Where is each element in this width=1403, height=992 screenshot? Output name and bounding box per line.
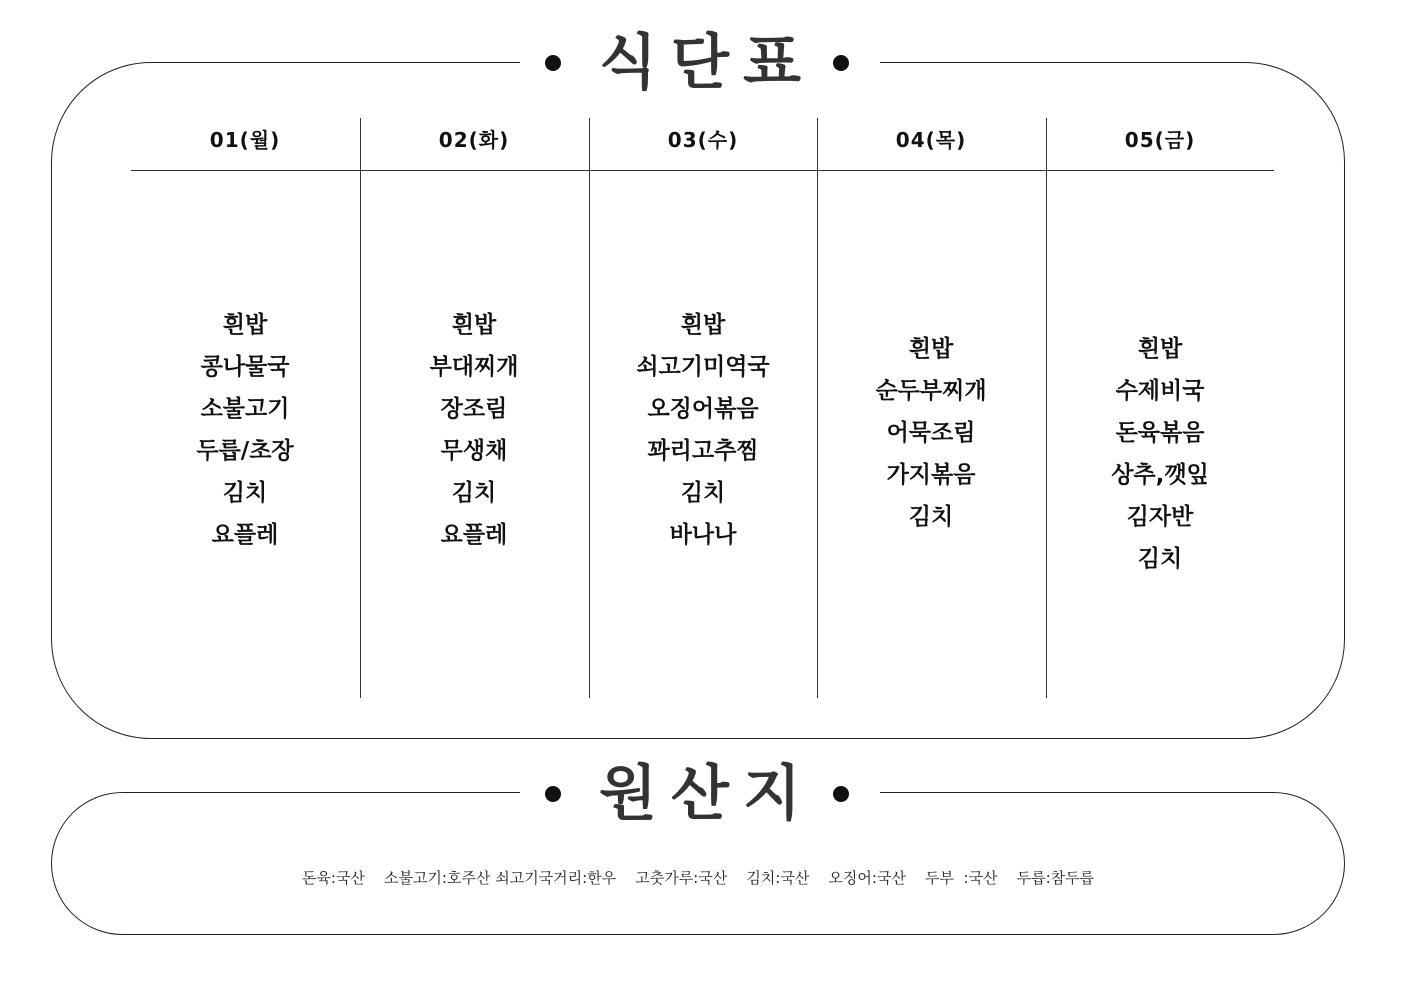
menu-item: 부대찌개 — [429, 354, 519, 380]
menu-item: 가지볶음 — [886, 462, 976, 488]
day-column-fri — [1046, 118, 1274, 698]
menu-item: 돈육볶음 — [1115, 420, 1205, 446]
menu-item: 요플레 — [211, 522, 279, 548]
menu-title-left-dot — [545, 55, 561, 71]
menu-item: 꽈리고추찜 — [647, 438, 759, 464]
menu-item: 수제비국 — [1115, 378, 1205, 404]
menu-item: 김치 — [451, 480, 497, 506]
day-header: 05(금) — [1124, 128, 1196, 152]
day-column-mon — [131, 118, 359, 698]
day-column-wed — [589, 118, 817, 698]
menu-item: 무생채 — [440, 438, 508, 464]
day-menu-list — [131, 304, 359, 556]
menu-item: 순두부찌개 — [875, 378, 987, 404]
menu-item: 쇠고기미역국 — [636, 354, 770, 380]
menu-item: 장조림 — [440, 396, 508, 422]
menu-item: 김자반 — [1126, 504, 1194, 530]
menu-title: 식단표 — [599, 28, 815, 98]
day-menu-list — [589, 304, 817, 556]
menu-item: 소불고기 — [200, 396, 290, 422]
day-column-thu — [817, 118, 1045, 698]
menu-title-right-dot — [833, 55, 849, 71]
menu-item: 콩나물국 — [200, 354, 290, 380]
menu-item: 흰밥 — [1137, 336, 1183, 362]
menu-item: 김치 — [680, 480, 726, 506]
menu-item: 김치 — [908, 504, 954, 530]
day-menu-list — [817, 328, 1045, 538]
day-menu-list — [360, 304, 588, 556]
day-menu-list — [1046, 328, 1274, 580]
menu-item: 상추,깻잎 — [1111, 462, 1209, 488]
day-column-tue — [360, 118, 588, 698]
day-header: 04(목) — [895, 128, 967, 152]
menu-item: 오징어볶음 — [647, 396, 759, 422]
day-header: 02(화) — [438, 128, 510, 152]
origin-list: 돈육:국산 소불고기:호주산 쇠고기국거리:한우 고춧가루:국산 김치:국산 오징어:국산 두부 :국산 두릅:참두릅 — [301, 869, 1095, 887]
menu-item: 흰밥 — [222, 312, 268, 338]
menu-item: 흰밥 — [908, 336, 954, 362]
origin-title-block — [520, 754, 880, 834]
menu-item: 흰밥 — [451, 312, 497, 338]
menu-item: 김치 — [1137, 546, 1183, 572]
origin-title: 원산지 — [599, 759, 815, 829]
day-header: 01(월) — [209, 128, 281, 152]
origin-title-left-dot — [545, 786, 561, 802]
origin-title-right-dot — [833, 786, 849, 802]
menu-item: 흰밥 — [680, 312, 726, 338]
menu-item: 요플레 — [440, 522, 508, 548]
menu-item: 어묵조림 — [886, 420, 976, 446]
menu-title-block — [520, 23, 880, 103]
day-header: 03(수) — [667, 128, 739, 152]
menu-table — [131, 118, 1274, 698]
menu-item: 바나나 — [669, 522, 737, 548]
menu-item: 김치 — [222, 480, 268, 506]
menu-item: 두릅/초장 — [196, 438, 294, 464]
